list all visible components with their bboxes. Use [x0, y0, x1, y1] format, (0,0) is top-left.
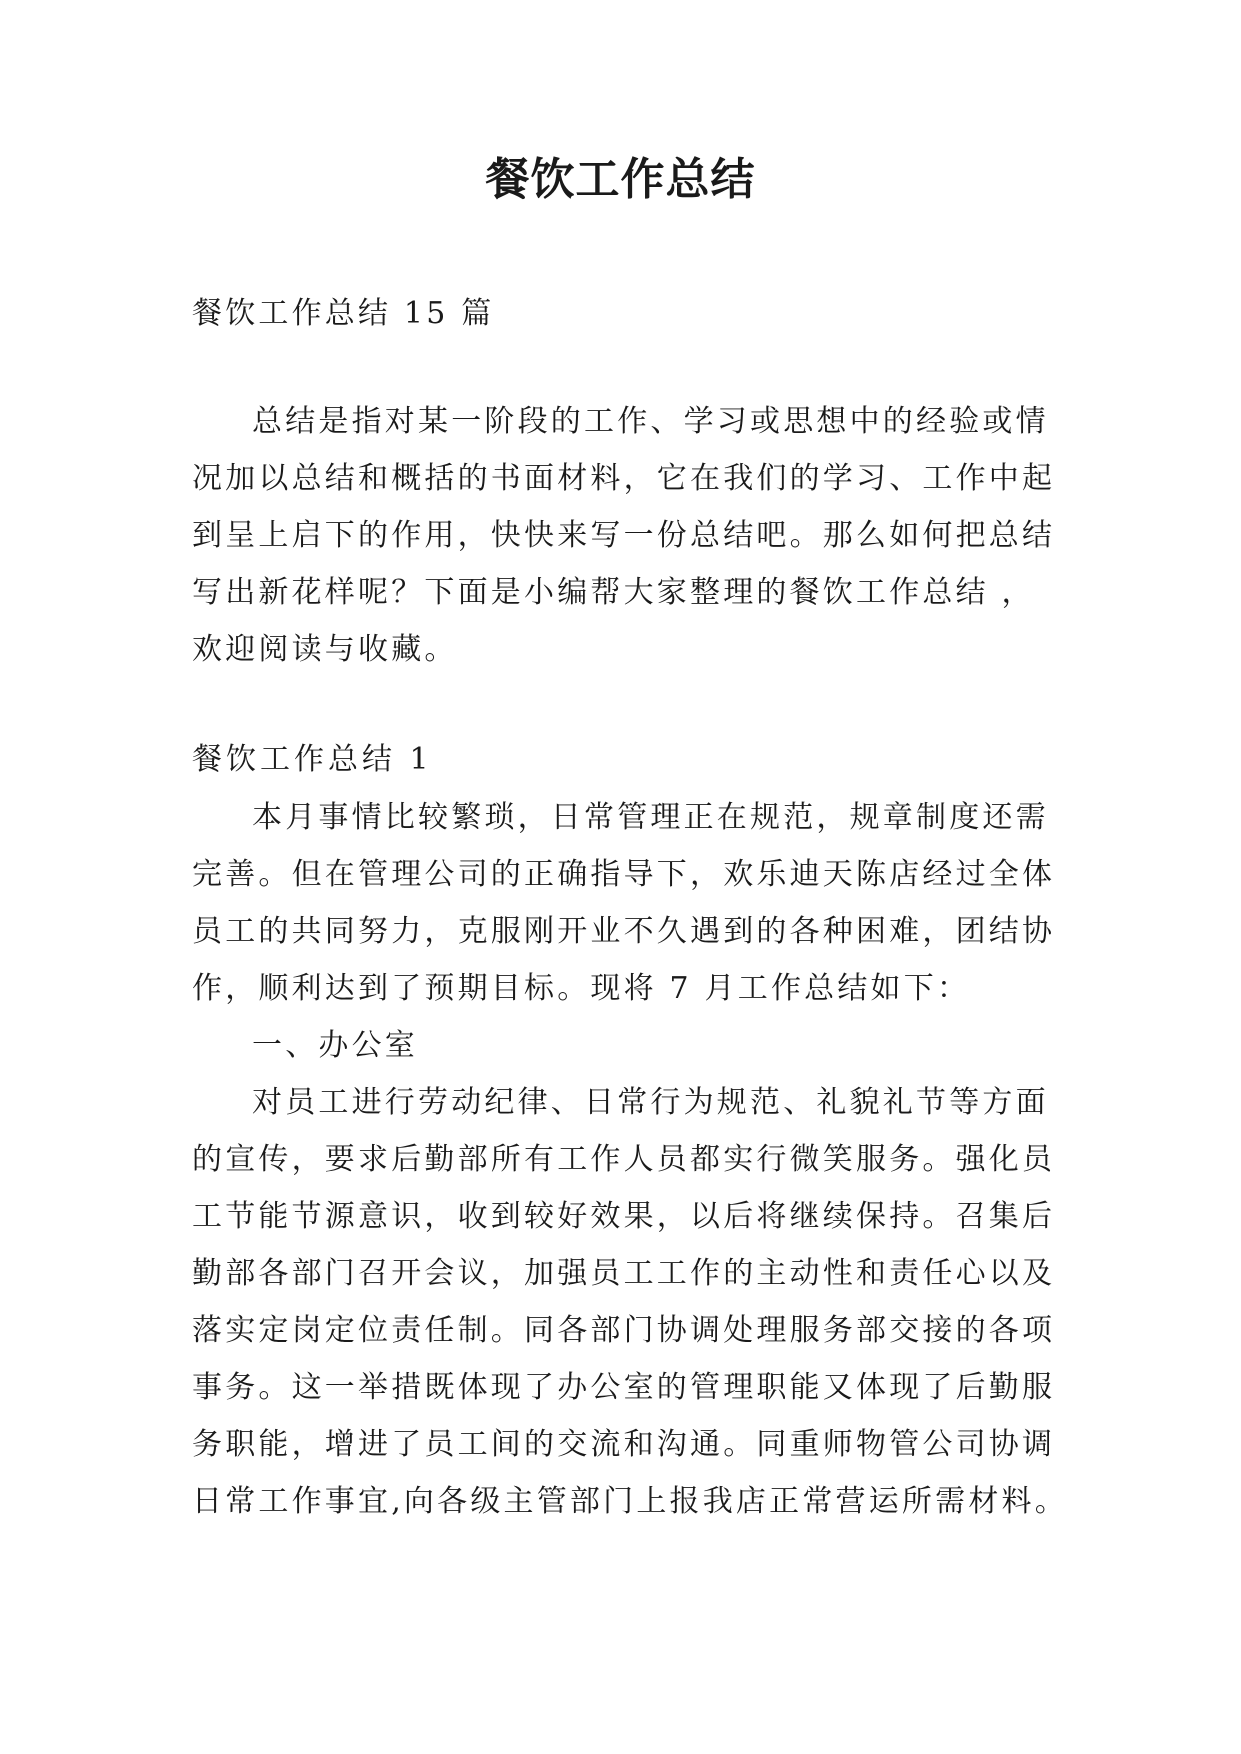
document-subtitle: 餐饮工作总结 15 篇: [192, 296, 495, 331]
para2-line-4: 勤部各部门召开会议，加强员工工作的主动性和责任心以及: [192, 1256, 1056, 1291]
section-heading: 餐饮工作总结 1: [192, 742, 433, 777]
intro-line-4: 写出新花样呢？下面是小编帮大家整理的餐饮工作总结 ，: [192, 575, 1035, 610]
subheading-office: 一、办公室: [252, 1028, 418, 1063]
para2-line-7: 务职能，增进了员工间的交流和沟通。同重师物管公司协调: [192, 1427, 1056, 1462]
para1-line-1: 本月事情比较繁琐，日常管理正在规范，规章制度还需: [252, 800, 1049, 835]
para2-line-8: 日常工作事宜,向各级主管部门上报我店正常营运所需材料。: [192, 1484, 1068, 1519]
para2-line-5: 落实定岗定位责任制。同各部门协调处理服务部交接的各项: [192, 1313, 1056, 1348]
para1-line-2: 完善。但在管理公司的正确指导下，欢乐迪天陈店经过全体: [192, 857, 1056, 892]
para2-line-2: 的宣传，要求后勤部所有工作人员都实行微笑服务。强化员: [192, 1142, 1056, 1177]
intro-line-2: 况加以总结和概括的书面材料，它在我们的学习、工作中起: [192, 461, 1056, 496]
para2-line-1: 对员工进行劳动纪律、日常行为规范、礼貌礼节等方面: [252, 1085, 1049, 1120]
intro-line-3: 到呈上启下的作用，快快来写一份总结吧。那么如何把总结: [192, 518, 1056, 553]
intro-line-1: 总结是指对某一阶段的工作、学习或思想中的经验或情: [252, 404, 1049, 439]
intro-line-5: 欢迎阅读与收藏。: [192, 632, 458, 667]
document-title: 餐饮工作总结: [485, 154, 756, 205]
para2-line-3: 工节能节源意识，收到较好效果，以后将继续保持。召集后: [192, 1199, 1056, 1234]
para1-line-3: 员工的共同努力，克服刚开业不久遇到的各种困难，团结协: [192, 914, 1056, 949]
para2-line-6: 事务。这一举措既体现了办公室的管理职能又体现了后勤服: [192, 1370, 1056, 1405]
para1-line-4: 作，顺利达到了预期目标。现将 7 月工作总结如下：: [192, 971, 971, 1006]
